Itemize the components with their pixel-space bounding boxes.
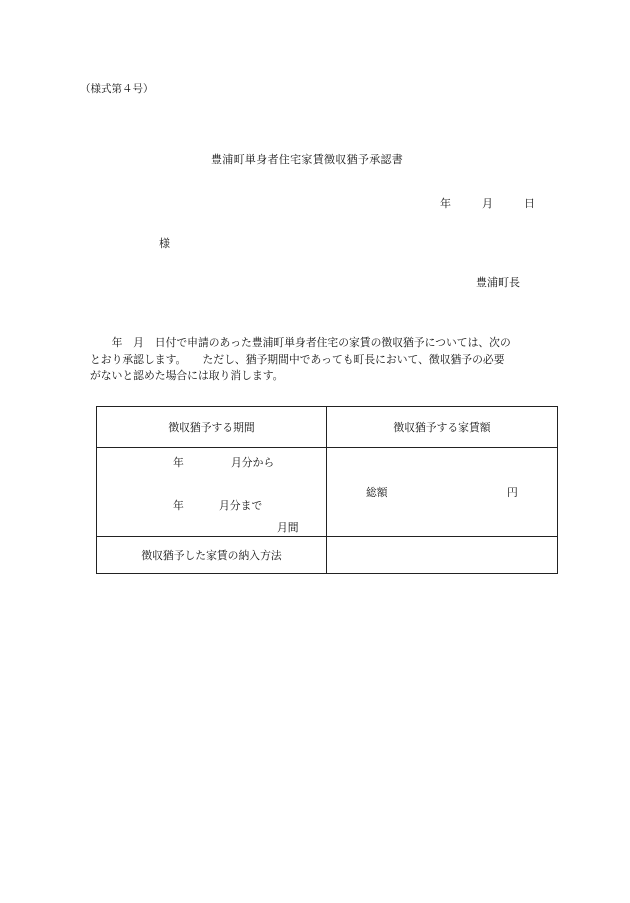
document-title: 豊浦町単身者住宅家賃徴収猶予承認書 [211, 153, 404, 166]
period-months: 月間 [277, 521, 299, 534]
date-line [440, 198, 535, 209]
payment-method-label: 徴収猶予した家賃の納入方法 [97, 537, 327, 574]
body-line: がないと認めた場合には取り消します。 [90, 369, 284, 382]
body-line: とおり承認します。 ただし、猶予期間中であっても町長において、徴収猶予の必要 [90, 352, 505, 366]
deferral-table [96, 406, 557, 573]
date-day-label: 日 [524, 197, 535, 210]
period-to-year: 年 [173, 499, 184, 512]
period-cell [97, 448, 327, 537]
approval-body-text [90, 335, 560, 385]
header-period: 徴収猶予する期間 [97, 407, 327, 448]
amount-cell [327, 448, 558, 537]
period-from-month: 月分から [231, 456, 275, 469]
body-line: 年 月 日付で申請のあった豊浦町単身者住宅の家賃の徴収猶予については、次の [90, 336, 511, 349]
yen-unit: 円 [507, 486, 518, 499]
period-from-year: 年 [173, 456, 184, 469]
issuer-title: 豊浦町長 [476, 276, 520, 289]
period-to-month: 月分まで [219, 499, 263, 512]
addressee-honorific: 様 [159, 237, 170, 250]
form-number: （様式第４号） [80, 83, 154, 95]
date-year-label: 年 [440, 197, 451, 210]
header-amount: 徴収猶予する家賃額 [327, 407, 558, 448]
date-month-label: 月 [482, 197, 493, 210]
total-label: 総額 [366, 486, 388, 499]
payment-method-value[interactable] [327, 537, 558, 574]
